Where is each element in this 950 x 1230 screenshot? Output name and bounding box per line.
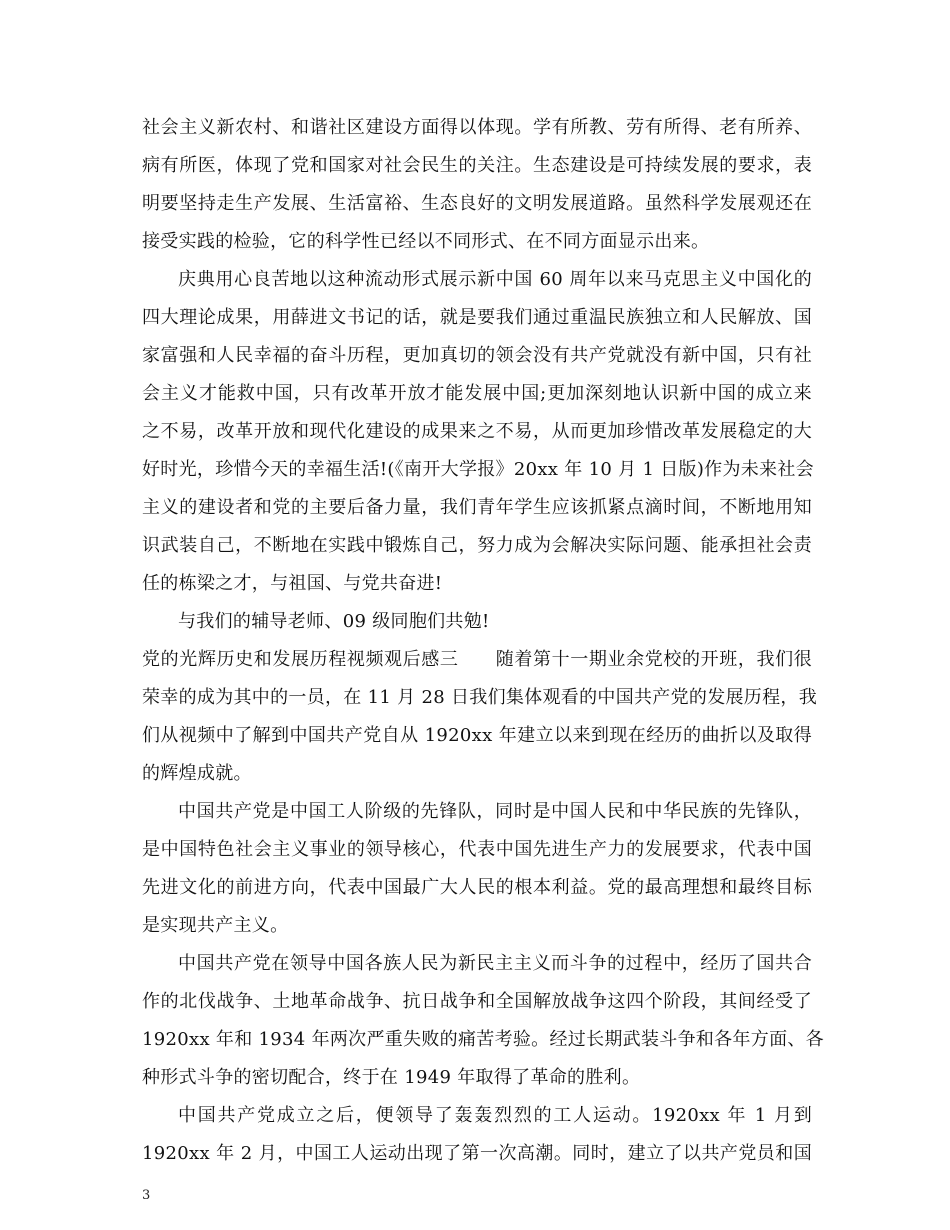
paragraph-line: 与我们的辅导老师、09 级同胞们共勉! bbox=[178, 611, 490, 632]
paragraph-line: 接受实践的检验，它的科学性已经以不同形式、在不同方面显示出来。 bbox=[142, 231, 710, 252]
paragraph-line: 识武装自己，不断地在实践中锻炼自己，努力成为会解决实际问题、能承担社会责 bbox=[142, 535, 812, 556]
paragraph-line: 中国共产党成立之后，便领导了轰轰烈烈的工人运动。1920xx 年 1 月到 bbox=[178, 1105, 812, 1126]
paragraph-line: 1920xx 年和 1934 年两次严重失败的痛苦考验。经过长期武装斗争和各年方面、各 bbox=[142, 1029, 824, 1050]
paragraph-line: 任的栋梁之才，与祖国、与党共奋进! bbox=[142, 573, 443, 594]
paragraph-line: 庆典用心良苦地以这种流动形式展示新中国 60 周年以来马克思主义中国化的 bbox=[178, 269, 812, 290]
paragraph-line: 四大理论成果，用薛进文书记的话，就是要我们通过重温民族独立和人民解放、国 bbox=[142, 307, 812, 328]
paragraph-line: 先进文化的前进方向，代表中国最广大人民的根本利益。党的最高理想和最终目标 bbox=[142, 877, 812, 898]
paragraph-line: 家富强和人民幸福的奋斗历程，更加真切的领会没有共产党就没有新中国，只有社 bbox=[142, 345, 812, 366]
page-number: 3 bbox=[142, 1188, 151, 1203]
paragraph-line: 会主义才能救中国，只有改革开放才能发展中国;更加深刻地认识新中国的成立来 bbox=[142, 383, 812, 404]
paragraph-line: 中国共产党在领导中国各族人民为新民主主义而斗争的过程中，经历了国共合 bbox=[178, 953, 812, 974]
paragraph-line: 种形式斗争的密切配合，终于在 1949 年取得了革命的胜利。 bbox=[142, 1067, 641, 1088]
paragraph-line: 荣幸的成为其中的一员，在 11 月 28 日我们集体观看的中国共产党的发展历程，我 bbox=[142, 687, 817, 708]
paragraph-line: 好时光，珍惜今天的幸福生活!(《南开大学报》20xx 年 10 月 1 日版)作为未来社会 bbox=[142, 459, 814, 480]
paragraph-line: 是中国特色社会主义事业的领导核心，代表中国先进生产力的发展要求，代表中国 bbox=[142, 839, 812, 860]
paragraph-line: 党的光辉历史和发展历程视频观后感三 随着第十一期业余党校的开班，我们很 bbox=[142, 649, 812, 670]
paragraph-line: 病有所医，体现了党和国家对社会民生的关注。生态建设是可持续发展的要求，表 bbox=[142, 155, 812, 176]
paragraph-line: 主义的建设者和党的主要后备力量，我们青年学生应该抓紧点滴时间，不断地用知 bbox=[142, 497, 812, 518]
paragraph-line: 们从视频中了解到中国共产党自从 1920xx 年建立以来到现在经历的曲折以及取得 bbox=[142, 725, 812, 746]
paragraph-line: 明要坚持走生产发展、生活富裕、生态良好的文明发展道路。虽然科学发展观还在 bbox=[142, 193, 812, 214]
paragraph-line: 之不易，改革开放和现代化建设的成果来之不易，从而更加珍惜改革发展稳定的大 bbox=[142, 421, 812, 442]
paragraph-line: 的辉煌成就。 bbox=[142, 763, 252, 784]
paragraph-line: 中国共产党是中国工人阶级的先锋队，同时是中国人民和中华民族的先锋队， bbox=[178, 801, 812, 822]
paragraph-line: 1920xx 年 2 月，中国工人运动出现了第一次高潮。同时，建立了以共产党员和国 bbox=[142, 1143, 812, 1164]
paragraph-line: 作的北伐战争、土地革命战争、抗日战争和全国解放战争这四个阶段，其间经受了 bbox=[142, 991, 812, 1012]
paragraph-line: 社会主义新农村、和谐社区建设方面得以体现。学有所教、劳有所得、老有所养、 bbox=[142, 117, 812, 138]
paragraph-line: 是实现共产主义。 bbox=[142, 915, 289, 936]
